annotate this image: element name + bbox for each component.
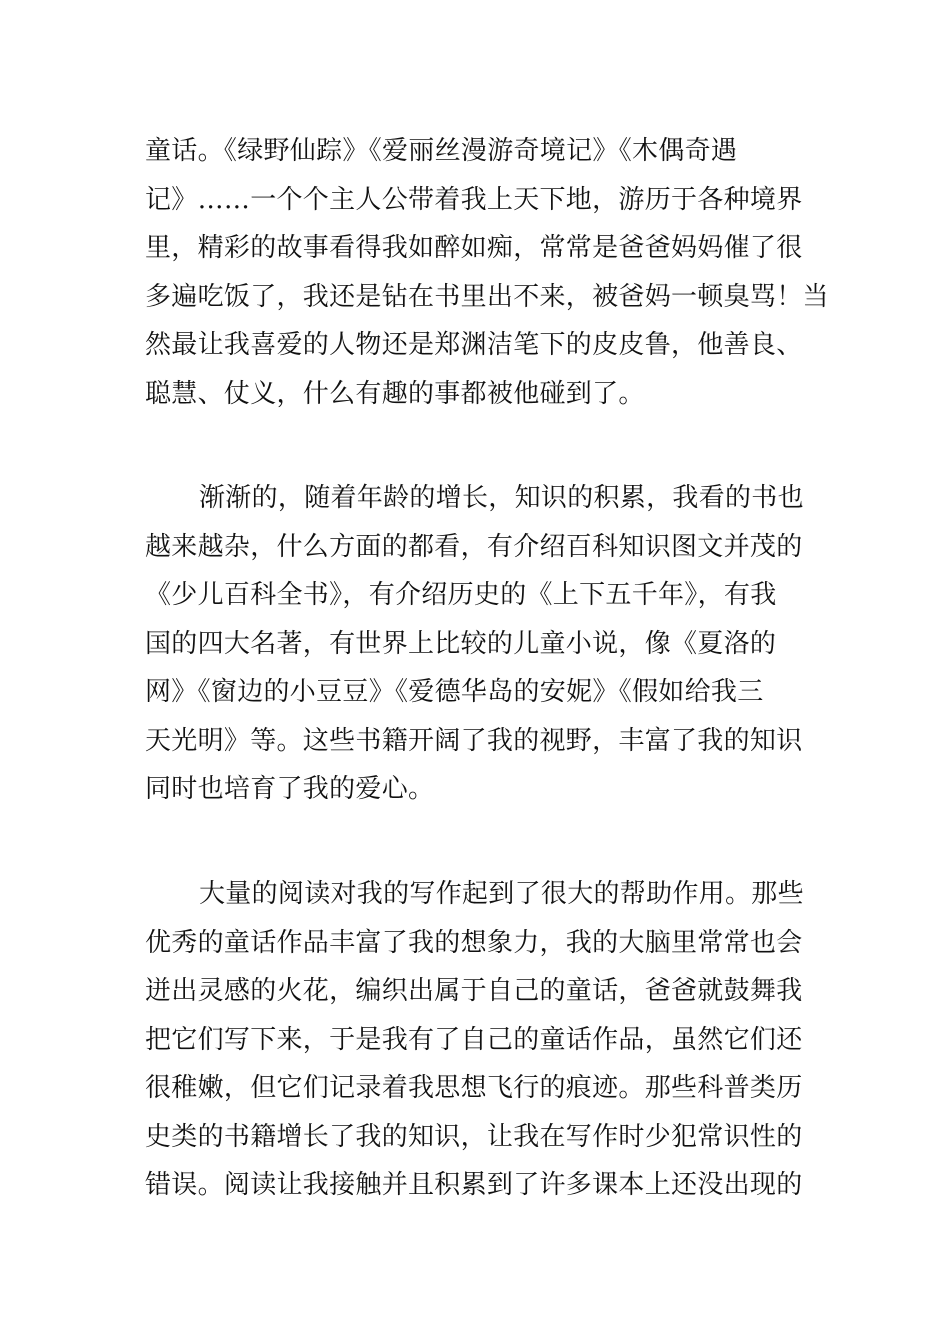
paragraph-line: 大量的阅读对我的写作起到了很大的帮助作用。那些	[199, 879, 804, 909]
paragraph-line: 史类的书籍增长了我的知识，让我在写作时少犯常识性的	[145, 1121, 803, 1152]
paragraph-line: 把它们写下来，于是我有了自己的童话作品，虽然它们还	[145, 1024, 803, 1055]
paragraph-line: 《少儿百科全书》，有介绍历史的《上下五千年》，有我	[145, 580, 777, 610]
paragraph-line: 然最让我喜爱的人物还是郑渊洁笔下的皮皮鲁，他善良、	[145, 330, 803, 360]
paragraph-line: 国的四大名著，有世界上比较的儿童小说，像《夏洛的	[145, 628, 777, 659]
paragraph-1	[145, 127, 829, 418]
paragraph-line: 渐渐的，随着年龄的增长，知识的积累，我看的书也	[199, 483, 804, 513]
paragraph-line: 优秀的童话作品丰富了我的想象力，我的大脑里常常也会	[145, 927, 803, 958]
paragraph-line: 童话。《绿野仙踪》《爱丽丝漫游奇境记》《木偶奇遇	[145, 136, 738, 166]
paragraph-2	[145, 474, 810, 814]
paragraph-line: 里，精彩的故事看得我如醉如痴，常常是爸爸妈妈催了很	[145, 233, 803, 263]
paragraph-line: 同时也培育了我的爱心。	[145, 774, 435, 804]
paragraph-line: 错误。阅读让我接触并且积累到了许多课本上还没出现的	[145, 1170, 803, 1200]
paragraph-line: 迸出灵感的火花，编织出属于自己的童话，爸爸就鼓舞我	[145, 976, 803, 1006]
paragraph-line: 天光明》等。这些书籍开阔了我的视野，丰富了我的知识	[145, 725, 803, 756]
paragraph-line: 很稚嫩，但它们记录着我思想飞行的痕迹。那些科普类历	[145, 1073, 803, 1103]
paragraph-line: 记》……一个个主人公带着我上天下地，游历于各种境界	[145, 184, 803, 215]
paragraph-3	[145, 870, 810, 1210]
paragraph-line: 越来越杂，什么方面的都看，有介绍百科知识图文并茂的	[145, 531, 803, 562]
paragraph-line: 聪慧、仗义，什么有趣的事都被他碰到了。	[145, 378, 645, 409]
paragraph-line: 网》《窗边的小豆豆》《爱德华岛的安妮》《假如给我三	[145, 677, 764, 707]
paragraph-line: 多遍吃饭了，我还是钻在书里出不来，被爸妈一顿臭骂！当	[145, 281, 829, 312]
